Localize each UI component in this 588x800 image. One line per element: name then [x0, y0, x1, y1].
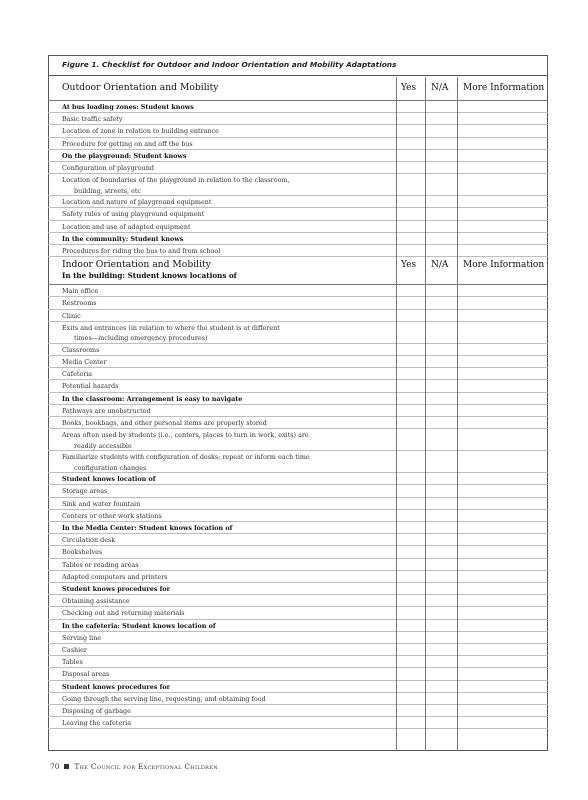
item-label — [62, 357, 390, 368]
checklist-item-row — [48, 656, 548, 668]
group-label — [62, 234, 390, 245]
item-text: Disposing of garbage — [62, 707, 131, 715]
item-text: Main office — [62, 287, 99, 296]
checklist-group-row — [48, 393, 548, 405]
item-text: Adapted computers and printers — [62, 572, 168, 581]
item-label — [62, 209, 390, 220]
item-text: Procedure for getting on and off the bus — [62, 139, 193, 148]
checklist-item-row — [48, 174, 548, 196]
item-text-continued: times—including emergency procedures) — [74, 334, 208, 343]
item-text-continued: configuration changes — [74, 463, 147, 472]
column-header-more: More Information — [463, 260, 545, 271]
checklist-item-row — [48, 344, 548, 356]
item-text: Location of boundaries of the playground in relation to the classroom, — [62, 176, 290, 185]
item-label — [62, 633, 390, 644]
item-label — [62, 345, 390, 356]
item-label — [62, 560, 390, 571]
checklist-item-row — [48, 113, 548, 125]
item-label — [62, 418, 390, 429]
item-text: Tables — [62, 658, 83, 667]
checklist-group-row — [48, 620, 548, 632]
group-label — [62, 523, 390, 534]
item-text: Books, bookbags, and other personal items are properly stored — [62, 419, 267, 427]
checklist-item-row — [48, 405, 548, 417]
column-header-more: More Information — [463, 83, 545, 93]
item-text: Disposal areas — [62, 670, 110, 679]
item-text: Procedures for riding the bus to and from school — [62, 247, 221, 255]
item-text: Student knows procedures for — [62, 682, 171, 691]
item-label — [62, 406, 390, 417]
outdoor-header-row — [48, 77, 548, 101]
figure-title: Figure 1. Checklist for Outdoor and Indoor Orientation and Mobility Adaptations — [62, 60, 397, 69]
item-text: Circulation desk — [62, 536, 116, 545]
checklist-item-row — [48, 322, 548, 344]
column-header-yes: Yes — [401, 83, 417, 93]
item-label — [62, 452, 390, 473]
item-text: In the classroom: Arrangement is easy to navigate — [62, 394, 243, 403]
outdoor-section-title: Outdoor Orientation and Mobility — [62, 82, 219, 93]
checklist-item-row — [48, 417, 548, 429]
item-label — [62, 126, 390, 137]
page-footer — [50, 762, 218, 771]
item-text: Exits and entrances (in relation to where the student is at different — [62, 323, 280, 332]
item-text: Student knows procedures for — [62, 585, 171, 593]
item-text: In the community: Student knows — [62, 234, 184, 243]
item-text: Areas often used by students (i.e., centers, places to turn in work, exits) are — [62, 431, 309, 440]
checklist-item-row — [48, 380, 548, 392]
item-label — [62, 114, 390, 125]
group-label — [62, 474, 390, 485]
item-text: Bookshelves — [62, 548, 103, 557]
checklist-group-row — [48, 150, 548, 162]
checklist-item-row — [48, 310, 548, 322]
item-label — [62, 286, 390, 297]
column-divider-more — [457, 77, 458, 751]
column-header-yes: Yes — [401, 260, 417, 271]
item-label — [62, 139, 390, 150]
page-number: 70 — [50, 762, 60, 771]
item-label — [62, 645, 390, 656]
checklist-item-row — [48, 498, 548, 510]
item-text: Basic traffic safety — [62, 115, 123, 124]
column-divider-yes — [396, 77, 397, 751]
item-label — [62, 511, 390, 522]
item-label — [62, 718, 390, 729]
group-label — [62, 151, 390, 162]
group-label — [62, 621, 390, 632]
column-header-na: N/A — [431, 260, 449, 271]
checklist-item-row — [48, 607, 548, 619]
item-text: Cafeteria — [62, 370, 93, 379]
checklist-item-row — [48, 297, 548, 309]
item-text: Cashier — [62, 646, 87, 654]
checklist-item-row — [48, 245, 548, 257]
item-label — [62, 608, 390, 619]
checklist-item-row — [48, 485, 548, 497]
checklist-item-row — [48, 196, 548, 208]
item-text: Checking out and returning materials — [62, 609, 185, 618]
item-label — [62, 246, 390, 257]
indoor-section-title: Indoor Orientation and Mobility — [62, 259, 211, 271]
checklist-item-row — [48, 534, 548, 546]
item-label — [62, 311, 390, 322]
checklist-item-row — [48, 510, 548, 522]
item-label — [62, 323, 390, 344]
checklist-item-row — [48, 138, 548, 150]
item-text: Safety rules of using playground equipment — [62, 210, 205, 219]
item-label — [62, 706, 390, 717]
item-text: Obtaining assistance — [62, 597, 130, 606]
checklist-group-row — [48, 522, 548, 534]
item-text: Tables or reading areas — [62, 560, 139, 569]
item-label — [62, 197, 390, 208]
checklist-item-row — [48, 668, 548, 680]
item-label — [62, 430, 390, 451]
item-text: Classrooms — [62, 345, 100, 354]
checklist-item-row — [48, 546, 548, 558]
item-text: Restrooms — [62, 299, 97, 308]
item-label — [62, 175, 390, 196]
item-label — [62, 657, 390, 668]
checklist-item-row — [48, 125, 548, 137]
checklist-group-row — [48, 681, 548, 693]
checklist-item-row — [48, 162, 548, 174]
footer-bullet-icon — [64, 764, 69, 769]
group-label — [62, 682, 390, 693]
item-text: Media Center — [62, 358, 107, 366]
item-label — [62, 572, 390, 583]
column-header-na: N/A — [431, 83, 449, 93]
title-divider — [48, 75, 548, 76]
checklist-item-row — [48, 644, 548, 656]
checklist-item-row — [48, 693, 548, 705]
checklist-item-row — [48, 559, 548, 571]
item-text: In the Media Center: Student knows location of — [62, 524, 233, 532]
group-label — [62, 102, 390, 113]
checklist-item-row — [48, 717, 548, 729]
checklist-item-row — [48, 356, 548, 368]
column-divider-na — [425, 77, 426, 751]
checklist-item-row — [48, 705, 548, 717]
checklist-item-row — [48, 285, 548, 297]
checklist-item-row — [48, 571, 548, 583]
item-text: On the playground: Student knows — [62, 151, 187, 160]
item-label — [62, 596, 390, 607]
checklist-item-row — [48, 221, 548, 233]
item-text: Location and nature of playground equipment — [62, 198, 212, 207]
item-text: Student knows location of — [62, 475, 156, 484]
item-text: Storage areas — [62, 487, 108, 496]
item-text: Configuration of playground — [62, 164, 154, 172]
item-label — [62, 547, 390, 558]
item-label — [62, 694, 390, 705]
item-text: Going through the serving line, requesting, and obtaining food — [62, 694, 266, 703]
checklist-group-row — [48, 583, 548, 595]
indoor-section-subtitle: In the building: Student knows locations of — [62, 271, 237, 281]
item-text: Serving line — [62, 633, 102, 642]
group-label — [62, 394, 390, 405]
checklist-item-row — [48, 451, 548, 473]
checklist-item-row — [48, 208, 548, 220]
item-label — [62, 163, 390, 174]
item-label — [62, 499, 390, 510]
item-text: Leaving the cafeteria — [62, 719, 132, 728]
item-text: Sink and water fountain — [62, 499, 141, 508]
item-text: Familiarize students with configuration of desks; repeat or inform each time — [62, 453, 310, 462]
checklist-item-row — [48, 632, 548, 644]
item-label — [62, 535, 390, 546]
item-text-continued: readily accessible — [74, 441, 132, 450]
item-text: Centers or other work stations — [62, 511, 162, 520]
checklist-group-row — [48, 101, 548, 113]
item-text: Potential hazards — [62, 382, 119, 391]
checklist-item-row — [48, 429, 548, 451]
checklist-group-row — [48, 473, 548, 485]
item-label — [62, 298, 390, 309]
item-text: Location of zone in relation to building entrance — [62, 127, 219, 136]
checklist-item-row — [48, 595, 548, 607]
item-text: In the cafeteria: Student knows location of — [62, 621, 216, 630]
item-label — [62, 486, 390, 497]
checklist-group-row — [48, 233, 548, 245]
item-text-continued: building, streets, etc — [74, 186, 142, 195]
item-label — [62, 222, 390, 233]
checklist-item-row — [48, 368, 548, 380]
item-text: At bus loading zones: Student knows — [62, 103, 194, 111]
indoor-header-row — [48, 257, 548, 285]
item-text: Clinic — [62, 311, 81, 320]
item-label — [62, 381, 390, 392]
group-label — [62, 584, 390, 595]
item-label — [62, 669, 390, 680]
item-text: Location and use of adapted equipment — [62, 222, 191, 231]
item-text: Pathways are unobstructed — [62, 406, 151, 415]
item-label — [62, 369, 390, 380]
publisher-name: The Council for Exceptional Children — [74, 762, 218, 771]
